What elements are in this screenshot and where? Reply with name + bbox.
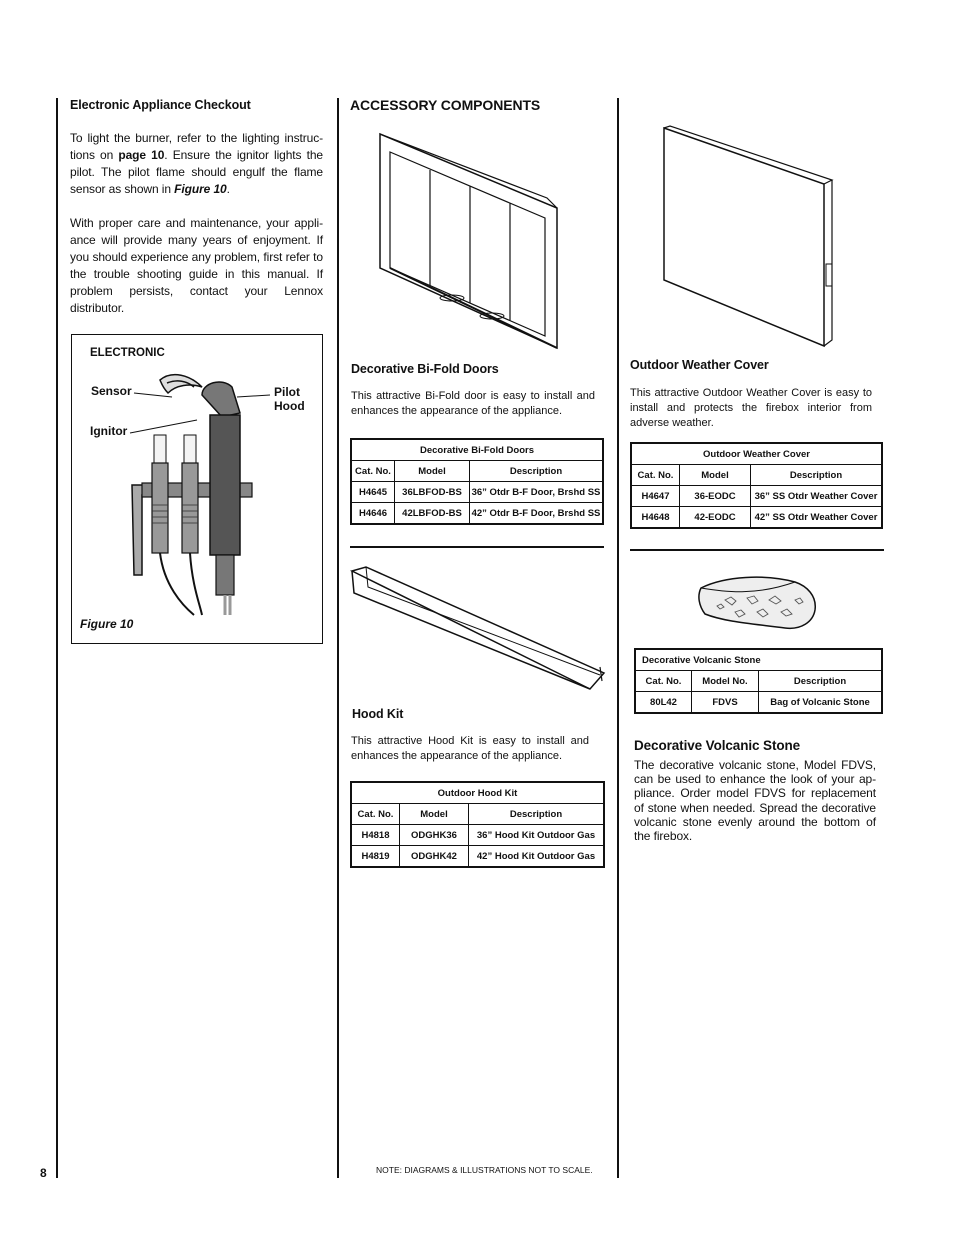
- table-header-row: [635, 671, 882, 692]
- sensor-label: Sensor: [91, 384, 132, 398]
- table-cell: 42LBFOD-BS: [395, 503, 470, 525]
- figure-10-box: [71, 334, 323, 644]
- figure-10-caption: Figure 10: [80, 617, 134, 631]
- table-cell: 42” Hood Kit Outdoor Gas: [469, 846, 605, 868]
- table-cell: 36” Hood Kit Outdoor Gas: [469, 825, 605, 846]
- table-cell: 42” SS Otdr Weather Cover: [751, 507, 883, 529]
- bifold-table-caption: Decorative Bi-Fold Doors: [351, 439, 603, 461]
- table-header-row: [351, 804, 604, 825]
- weather-table: [630, 442, 883, 529]
- column-divider-2: [617, 98, 619, 1178]
- checkout-heading: Electronic Appliance Checkout: [70, 98, 251, 112]
- col-header: Description: [759, 671, 883, 692]
- table-cell: 36” Otdr B-F Door, Brshd SS: [470, 482, 604, 503]
- pilot-assembly-illustration: [72, 335, 322, 643]
- table-header-row: [351, 461, 603, 482]
- volcanic-stone-bag-illustration: [695, 570, 825, 640]
- table-cell: H4645: [351, 482, 395, 503]
- figure-10-title: ELECTRONIC: [90, 347, 165, 359]
- weather-section-divider: [630, 549, 884, 551]
- table-cell: H4648: [631, 507, 680, 529]
- table-cell: Bag of Volcanic Stone: [759, 692, 883, 714]
- col-header: Model No.: [692, 671, 759, 692]
- accessory-heading: ACCESSORY COMPONENTS: [350, 97, 541, 113]
- hood-table: [350, 781, 605, 868]
- weather-heading: Outdoor Weather Cover: [630, 358, 769, 372]
- table-cell: H4647: [631, 486, 680, 507]
- checkout-paragraph-2: With proper care and maintenance, your appli-ance will provide many years of enjoyment. If you should experience any problem, first refer to the trouble shooting guide in this manual. If problem persists, contact your Lennox distributor.: [70, 216, 323, 315]
- checkout-p1-page-ref: page 10: [118, 148, 165, 162]
- bifold-doors-illustration: [372, 128, 572, 358]
- pilot-label: Pilot: [274, 385, 300, 399]
- table-cell: FDVS: [692, 692, 759, 714]
- col-header: Model: [395, 461, 470, 482]
- col-header: Model: [400, 804, 469, 825]
- hood-label: Hood: [274, 399, 305, 413]
- stone-description: The decorative volcanic stone, Model FDVS, can be used to enhance the look of your ap-pliance. Order model FDVS for replacement of stone when needed. Spread the decorative volcanic stone evenly around the bottom of the firebox.: [634, 758, 876, 844]
- col-header: Model: [680, 465, 751, 486]
- table-cell: 80L42: [635, 692, 692, 714]
- weather-description: This attractive Outdoor Weather Cover is easy to install and protects the firebox interior from adverse weather.: [630, 387, 872, 429]
- page-number: 8: [40, 1166, 47, 1180]
- table-row: [631, 507, 882, 529]
- col-header: Cat. No.: [635, 671, 692, 692]
- table-row: [351, 482, 603, 503]
- table-cell: 42-EODC: [680, 507, 751, 529]
- bifold-table: [350, 438, 604, 525]
- ignitor-label: Ignitor: [90, 424, 128, 438]
- table-row: [631, 486, 882, 507]
- stone-table: [634, 648, 883, 714]
- col-header: Cat. No.: [631, 465, 680, 486]
- checkout-p1-a: To light the burner, refer to the lighting instruc-tions on: [70, 131, 323, 162]
- table-row: [351, 825, 604, 846]
- stone-table-caption: Decorative Volcanic Stone: [635, 649, 882, 671]
- left-margin-rule: [56, 98, 58, 1178]
- hood-description: This attractive Hood Kit is easy to install and enhances the appearance of the appliance.: [351, 735, 589, 762]
- col-header: Cat. No.: [351, 461, 395, 482]
- table-row: [351, 846, 604, 868]
- table-cell: H4819: [351, 846, 400, 868]
- col-header: Description: [751, 465, 883, 486]
- bifold-description: This attractive Bi-Fold door is easy to install and enhances the appearance of the appliance.: [351, 390, 595, 417]
- table-cell: ODGHK36: [400, 825, 469, 846]
- table-row: [635, 692, 882, 714]
- footer-note: NOTE: DIAGRAMS & ILLUSTRATIONS NOT TO SCALE.: [376, 1165, 593, 1175]
- table-row: [351, 503, 603, 525]
- table-cell: H4646: [351, 503, 395, 525]
- col-header: Description: [470, 461, 604, 482]
- table-cell: H4818: [351, 825, 400, 846]
- table-cell: 42” Otdr B-F Door, Brshd SS: [470, 503, 604, 525]
- bifold-section-divider: [350, 546, 604, 548]
- hood-table-caption: Outdoor Hood Kit: [351, 782, 604, 804]
- weather-table-caption: Outdoor Weather Cover: [631, 443, 882, 465]
- hood-heading: Hood Kit: [352, 707, 404, 721]
- checkout-p1-c: .: [226, 182, 230, 196]
- column-divider-1: [337, 98, 339, 1178]
- table-cell: ODGHK42: [400, 846, 469, 868]
- col-header: Description: [469, 804, 605, 825]
- table-cell: 36-EODC: [680, 486, 751, 507]
- table-header-row: [631, 465, 882, 486]
- checkout-p1-figure-ref: Figure 10: [174, 182, 227, 196]
- hood-kit-illustration: [348, 563, 608, 693]
- bifold-heading: Decorative Bi-Fold Doors: [351, 362, 499, 376]
- checkout-paragraph-1: [70, 130, 323, 198]
- table-cell: 36” SS Otdr Weather Cover: [751, 486, 883, 507]
- weather-cover-illustration: [652, 124, 842, 354]
- stone-heading: Decorative Volcanic Stone: [634, 738, 801, 753]
- col-header: Cat. No.: [351, 804, 400, 825]
- checkout-p1-b: . Ensure the ignitor lights the pilot. The pilot flame should engulf the flame sensor as shown in: [70, 148, 323, 196]
- table-cell: 36LBFOD-BS: [395, 482, 470, 503]
